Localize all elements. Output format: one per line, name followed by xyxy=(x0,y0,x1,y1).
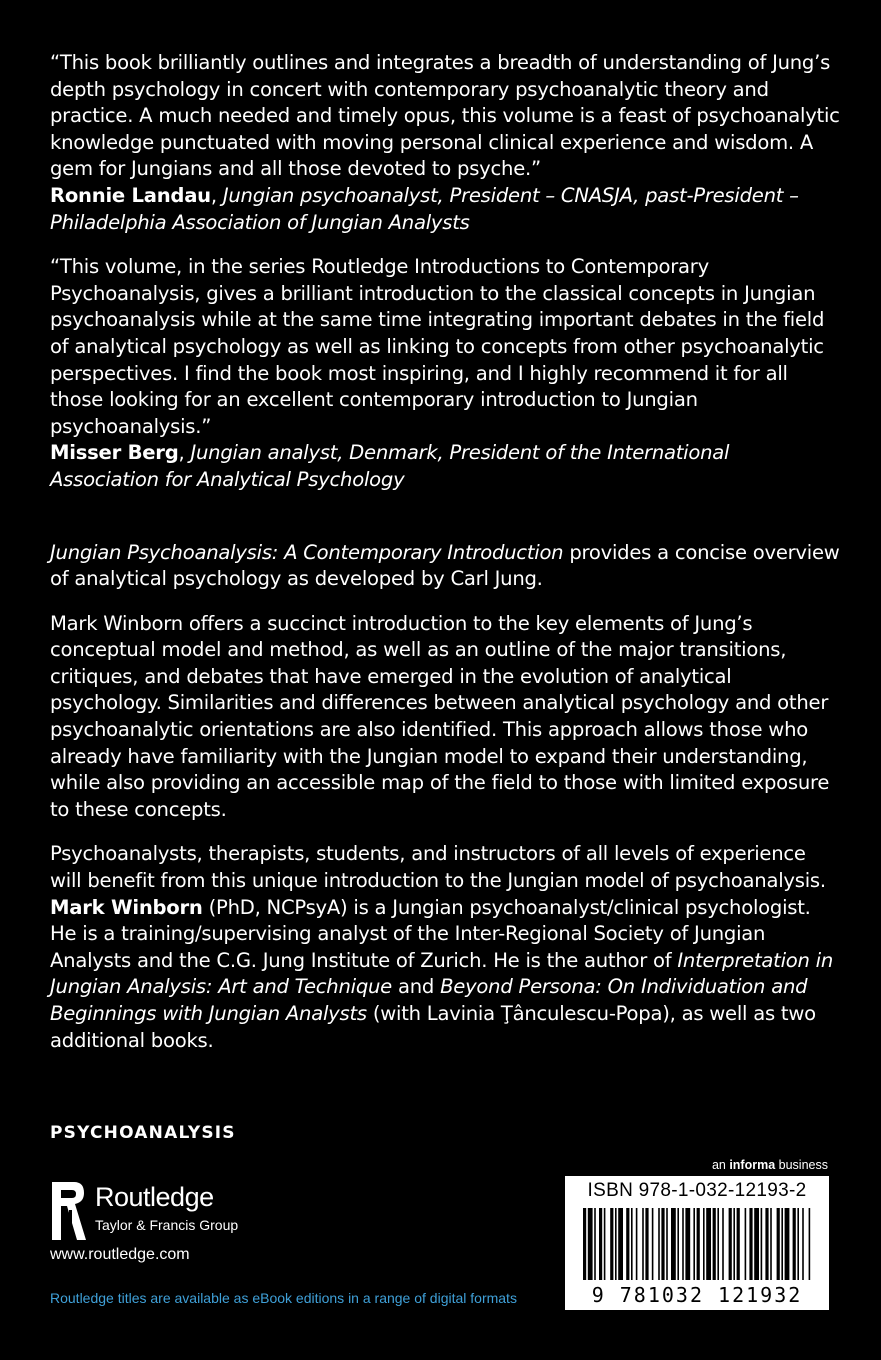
barcode-bar xyxy=(717,1208,719,1280)
barcode-bar xyxy=(583,1208,586,1280)
endorser-role: Jungian psychoanalyst, President – CNASJA, past-President – Philadelphia Association of Jungian Analysts xyxy=(50,183,799,234)
publisher-website[interactable]: www.routledge.com xyxy=(50,1246,190,1263)
routledge-logo-icon xyxy=(50,1180,88,1242)
endorser-name: Misser Berg xyxy=(50,441,179,465)
endorsement xyxy=(50,50,840,236)
barcode-bar xyxy=(615,1208,617,1280)
description-paragraph: Mark Winborn offers a succinct introduction to the key elements of Jung’s conceptual model and method, as well as an outline of the major transitions, critiques, and debates that have emerged in the evolution of analytical psychology. Similarities and differences between analytical psychology and other psychoanalytic orientations are also identified. This approach allows those who already have familiarity with the Jungian model to expand their understanding, while also providing an accessible map of the field to those with limited exposure to these concepts. xyxy=(50,611,830,821)
barcode-bar xyxy=(765,1208,768,1280)
barcode-bar xyxy=(737,1208,740,1280)
barcode-bar xyxy=(793,1208,796,1280)
description-text: provides a concise overview of analytical psychology as developed by Carl Jung. xyxy=(50,540,840,591)
informa-business-tag xyxy=(712,1158,828,1172)
endorsement-attribution: Ronnie Landau, Jungian psychoanalyst, President – CNASJA, past-President – Philadelphia Association of Jungian Analysts xyxy=(50,183,799,234)
barcode-bar xyxy=(722,1208,724,1280)
barcode-bar xyxy=(642,1208,644,1280)
barcode-bar xyxy=(706,1208,711,1280)
book-title: Jungian Psychoanalysis: A Contemporary Introduction xyxy=(50,540,564,564)
barcode-bar xyxy=(661,1208,664,1280)
barcode-bar xyxy=(658,1208,660,1280)
barcode-bar xyxy=(610,1208,613,1280)
barcode-bar xyxy=(745,1208,747,1280)
barcode-bar xyxy=(594,1208,596,1280)
barcode-bar xyxy=(685,1208,690,1280)
barcode-bar xyxy=(697,1208,700,1280)
isbn-barcode xyxy=(565,1176,829,1310)
barcode-bar xyxy=(754,1208,759,1280)
barcode-bar xyxy=(713,1208,716,1280)
barcode-bar xyxy=(797,1208,799,1280)
barcode-bar xyxy=(749,1208,752,1280)
author-book-title: Beyond Persona: On Individuation and Beginnings with Jungian Analysts xyxy=(50,975,808,1025)
barcode-bar xyxy=(626,1208,629,1280)
barcode-bar xyxy=(618,1208,623,1280)
author-bio-text: (with Lavinia Ţânculescu-Popa), as well as two additional books. xyxy=(50,1002,816,1052)
publisher-group: Taylor & Francis Group xyxy=(95,1217,239,1233)
endorser-name: Ronnie Landau xyxy=(50,183,211,207)
barcode-bar xyxy=(777,1208,780,1280)
barcode-bar xyxy=(645,1208,648,1280)
barcode-bar xyxy=(733,1208,735,1280)
barcode-bars xyxy=(565,1208,829,1286)
barcode-bar xyxy=(729,1208,732,1280)
author-book-title: Interpretation in Jungian Analysis: Art and Technique xyxy=(50,948,834,999)
barcode-bar xyxy=(671,1208,676,1280)
isbn-label: ISBN 978-1-032-12193-2 xyxy=(587,1180,807,1201)
author-name: Mark Winborn xyxy=(50,895,203,919)
ebook-note: Routledge titles are available as eBook editions in a range of digital formats xyxy=(50,1290,517,1306)
barcode-bar xyxy=(802,1208,804,1280)
barcode-bar xyxy=(703,1208,705,1280)
informa-brand: informa xyxy=(729,1158,776,1172)
informa-text: an xyxy=(711,1158,726,1172)
author-bio-text: (PhD, NCPsyA) is a Jungian psychoanalyst/clinical psychologist. He is a training/supervising analyst of the Inter-Regional Society of Jungian Analysts and the C.G. Jung Institute of Zurich. He is the author of xyxy=(50,895,811,972)
barcode-bar xyxy=(785,1208,790,1280)
description-paragraph xyxy=(50,540,840,593)
barcode-bar xyxy=(682,1208,684,1280)
barcode-bar xyxy=(809,1208,811,1280)
barcode-bar xyxy=(599,1208,602,1280)
barcode-bar xyxy=(770,1208,772,1280)
book-description xyxy=(50,540,840,895)
barcode-bar xyxy=(588,1208,593,1280)
back-cover-text xyxy=(50,50,840,1054)
subject-category: PSYCHOANALYSIS xyxy=(50,1123,236,1143)
endorsement-quote: “This book brilliantly outlines and integrates a breadth of understanding of Jung’s depth psychology in concert with contemporary psychoanalytic theory and practice. A much needed and timely opus, this volume is a feast of psychoanalytic knowledge punctuated with moving personal clinical experience and wisdom. A gem for Jungians and all those devoted to psyche.” xyxy=(50,51,840,181)
barcode-bar xyxy=(761,1208,763,1280)
publisher-name: Routledge xyxy=(95,1182,214,1212)
endorser-role: Jungian analyst, Denmark, President of the International Association for Analytical Psychology xyxy=(50,441,730,491)
author-bio-text: and xyxy=(397,975,435,999)
barcode-bar xyxy=(677,1208,679,1280)
endorsement xyxy=(50,254,840,493)
description-paragraph: Psychoanalysts, therapists, students, and instructors of all levels of experience will benefit from this unique introduction to the Jungian model of psychoanalysis. xyxy=(50,842,826,893)
barcode-bar xyxy=(604,1208,606,1280)
endorsement-quote: “This volume, in the series Routledge Introductions to Contemporary Psychoanalysis, gives a brilliant introduction to the classical concepts in Jungian psychoanalysis while at the same time integrating important debates in the field of analytical psychology as well as linking to concepts from other psychoanalytic perspectives. I find the book most inspiring, and I highly recommend it for all those looking for an excellent contemporary introduction to Jungian psychoanalysis.” xyxy=(50,255,825,438)
barcode-bar xyxy=(693,1208,695,1280)
author-bio xyxy=(50,895,840,1055)
barcode-bar xyxy=(631,1208,633,1280)
barcode-bar xyxy=(666,1208,668,1280)
barcode-bar xyxy=(781,1208,783,1280)
barcode-bar xyxy=(652,1208,654,1280)
endorsement-attribution: Misser Berg, Jungian analyst, Denmark, President of the International Association for Analytical Psychology xyxy=(50,441,730,491)
barcode-bar xyxy=(636,1208,638,1280)
informa-text: business xyxy=(778,1158,828,1172)
barcode-digits: 9 781032 121932 xyxy=(591,1283,803,1307)
